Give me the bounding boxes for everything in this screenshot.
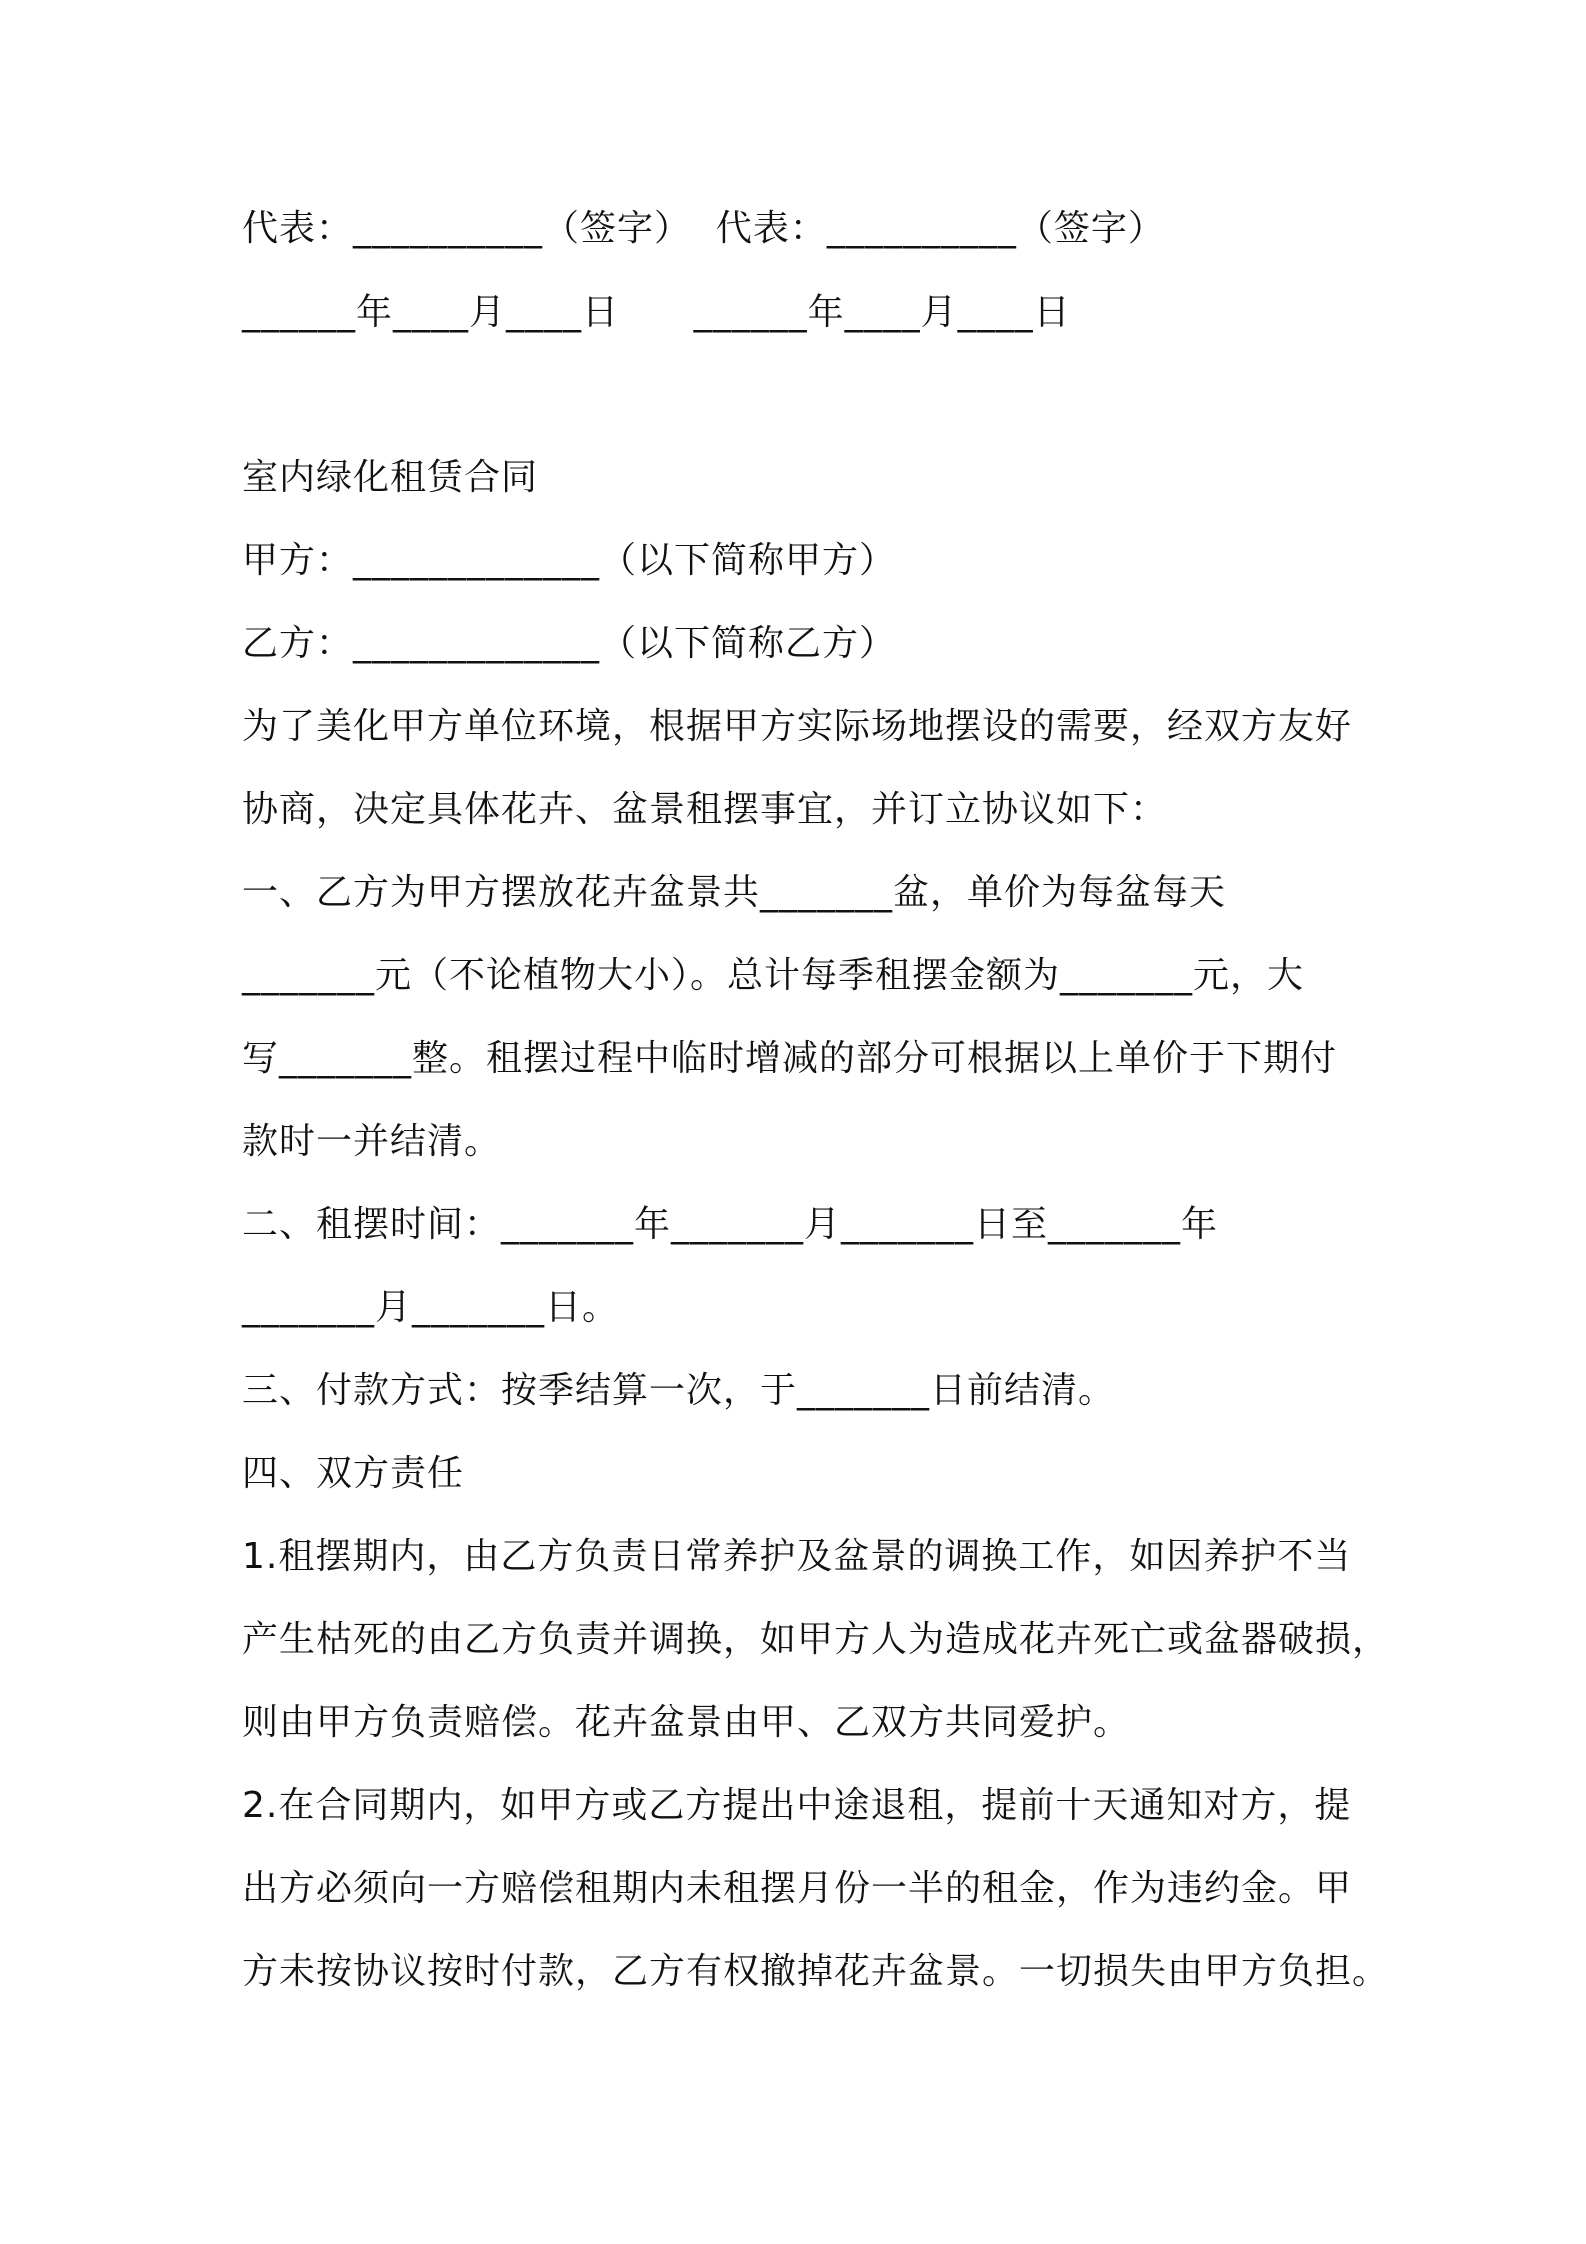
clause-3-line: 三、付款方式：按季结算一次，于_______日前结清。 — [242, 1370, 1116, 1411]
clause-1-line-4: 款时一并结清。 — [242, 1121, 502, 1162]
date-line: ______年____月____日 ______年____月____日 — [242, 292, 1071, 333]
clause-1-line-2: _______元（不论植物大小）。总计每季租摆金额为_______元，大 — [242, 955, 1305, 996]
clause-4-2-line-1: 2.在合同期内，如甲方或乙方提出中途退租，提前十天通知对方，提 — [242, 1785, 1352, 1826]
party-b-line: 乙方：_____________（以下简称乙方） — [242, 623, 897, 664]
clause-4-1-line-2: 产生枯死的由乙方负责并调换，如甲方人为造成花卉死亡或盆器破损， — [242, 1619, 1390, 1660]
clause-4-1-line-1: 1.租摆期内，由乙方负责日常养护及盆景的调换工作，如因养护不当 — [242, 1536, 1352, 1577]
contract-title: 室内绿化租赁合同 — [242, 457, 539, 498]
clause-1-line-3: 写_______整。租摆过程中临时增减的部分可根据以上单价于下期付 — [242, 1038, 1338, 1079]
clause-2-line-2: _______月_______日。 — [242, 1287, 620, 1328]
signature-line: 代表：__________（签字） 代表：__________（签字） — [242, 208, 1165, 249]
clause-4-2-line-3: 方未按协议按时付款，乙方有权撤掉花卉盆景。一切损失由甲方负担。 — [242, 1951, 1390, 1992]
party-a-line: 甲方：_____________（以下简称甲方） — [242, 540, 897, 581]
clause-4-1-line-3: 则由甲方负责赔偿。花卉盆景由甲、乙双方共同爱护。 — [242, 1702, 1131, 1743]
clause-4-heading: 四、双方责任 — [242, 1453, 465, 1494]
intro-line-2: 协商，决定具体花卉、盆景租摆事宜，并订立协议如下： — [242, 789, 1168, 830]
clause-4-2-line-2: 出方必须向一方赔偿租期内未租摆月份一半的租金，作为违约金。甲 — [242, 1868, 1353, 1909]
intro-line-1: 为了美化甲方单位环境，根据甲方实际场地摆设的需要，经双方友好 — [242, 706, 1353, 747]
clause-2-line-1: 二、租摆时间：_______年_______月_______日至_______年 — [242, 1204, 1219, 1245]
clause-1-line-1: 一、乙方为甲方摆放花卉盆景共_______盆，单价为每盆每天 — [242, 872, 1227, 913]
